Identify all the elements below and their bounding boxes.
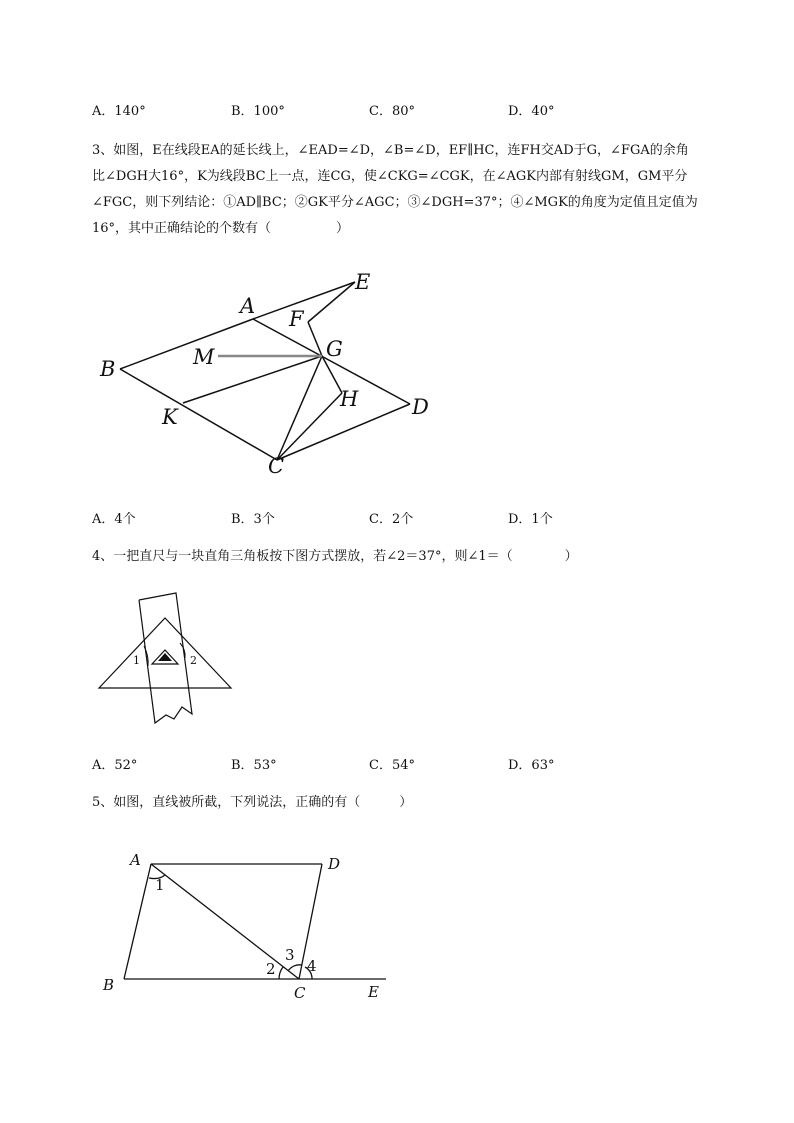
q4-triangle-inner-mark xyxy=(158,653,172,661)
q3-segment-AD xyxy=(253,319,410,404)
q5-label-2: 2 xyxy=(266,960,276,978)
q3-segment-BC xyxy=(120,369,277,460)
q3-label-A: A xyxy=(240,294,256,318)
q4-option-d: D．63° xyxy=(508,758,555,773)
q5-figure xyxy=(96,845,396,1010)
q3-text xyxy=(92,138,732,242)
q3-label-E: E xyxy=(355,270,371,294)
q4-option-a: A．52° xyxy=(92,758,138,773)
q5-label-C: C xyxy=(294,984,306,1002)
q3-option-a: A．4个 xyxy=(92,512,136,527)
q5-segment-AC xyxy=(151,864,299,979)
q5-label-4: 4 xyxy=(307,957,317,975)
q3-label-D: D xyxy=(412,395,429,419)
q3-line-3: ∠FGC，则下列结论：①AD∥BC；②GK平分∠AGC；③∠DGH=37°；④∠MGK的角度为定值且定值为 xyxy=(92,195,698,210)
q5-label-B: B xyxy=(103,976,115,994)
q3-label-H: H xyxy=(340,387,359,411)
q4-text xyxy=(92,544,732,570)
q3-label-C: C xyxy=(268,454,285,478)
q5-label-A: A xyxy=(130,851,141,869)
q3-label-B: B xyxy=(100,357,116,381)
q5-text xyxy=(92,790,732,816)
q3-line-2: 比∠DGH大16°，K为线段BC上一点，连CG，使∠CKG=∠CGK，在∠AGK内部有射线GM，GM平分 xyxy=(92,169,688,184)
q4-option-b: B．53° xyxy=(231,758,277,773)
q3-options xyxy=(92,508,712,526)
q3-option-b: B．3个 xyxy=(231,512,275,527)
q3-segment-HC xyxy=(277,393,342,460)
q3-label-K: K xyxy=(162,405,178,429)
q3-segment-EF xyxy=(308,282,355,322)
q4-options xyxy=(92,754,712,772)
q5-label-D: D xyxy=(328,855,341,873)
q3-line-1: 3、如图，E在线段EA的延长线上，∠EAD=∠D，∠B=∠D，EF∥HC，连FH交AD于G，∠FGA的余角 xyxy=(92,143,689,158)
q2-option-c: C．80° xyxy=(369,104,415,119)
q2-option-a: A．140° xyxy=(92,104,146,119)
q5-label-3: 3 xyxy=(285,946,295,964)
q5-label-1: 1 xyxy=(155,876,165,894)
q4-line: 4、一把直尺与一块直角三角板按下图方式摆放，若∠2＝37°，则∠1＝（ ） xyxy=(92,549,578,564)
q3-option-c: C．2个 xyxy=(369,512,414,527)
q5-segment-AB xyxy=(124,864,151,979)
q4-option-c: C．54° xyxy=(369,758,415,773)
q2-options xyxy=(92,100,712,118)
q3-segment-AE xyxy=(253,282,355,319)
q4-figure xyxy=(94,586,240,728)
q4-label-angle-2: 2 xyxy=(190,654,197,667)
q3-segment-FG xyxy=(308,322,322,356)
q2-option-b: B．100° xyxy=(231,104,285,119)
q3-segment-BA xyxy=(120,319,253,369)
q3-label-G: G xyxy=(326,337,343,361)
q3-option-d: D．1个 xyxy=(508,512,553,527)
q5-angle-2-arc xyxy=(279,967,283,979)
q3-label-F: F xyxy=(289,307,304,331)
q3-label-M: M xyxy=(193,345,215,369)
q5-label-E: E xyxy=(368,983,379,1001)
q3-figure xyxy=(90,262,450,482)
q5-line: 5、如图，直线被所截，下列说法，正确的有（ ） xyxy=(92,795,413,810)
q5-angle-3-arc xyxy=(288,965,302,971)
q4-label-angle-1: 1 xyxy=(133,654,140,667)
q2-option-d: D．40° xyxy=(508,104,555,119)
q3-line-4: 16°，其中正确结论的个数有（ ） xyxy=(92,221,350,236)
